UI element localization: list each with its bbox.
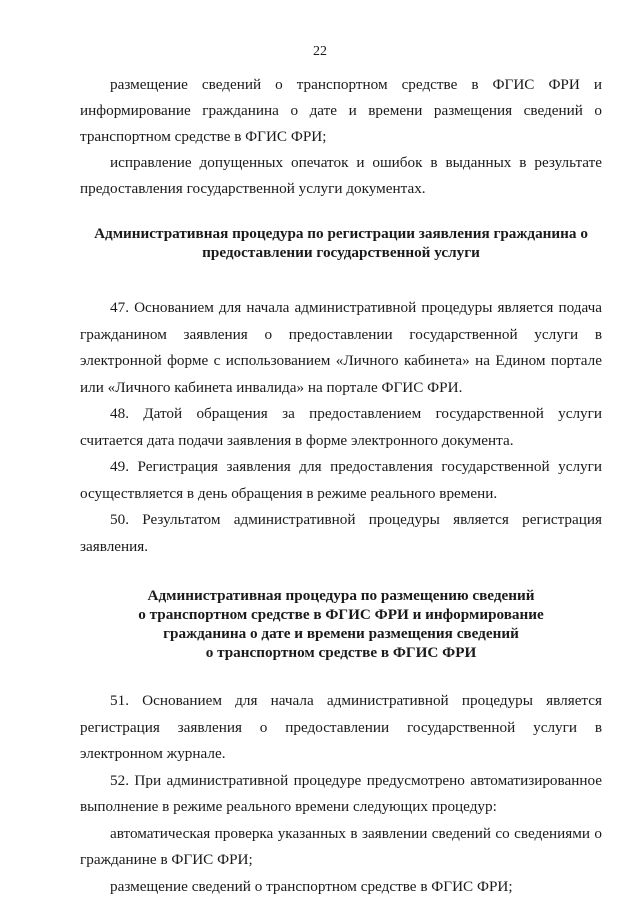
heading-line: Административная процедура по размещению сведений: [147, 587, 535, 604]
paragraph: исправление допущенных опечаток и ошибок в выданных в результате предоставления государственной услуги документах.: [80, 154, 602, 197]
page-number: 22: [313, 44, 327, 59]
paragraph: 47. Основанием для начала административной процедуры является подача гражданином заявления о предоставлении государственной услуги в электронной форме с использованием «Личного кабинета» на Едином портале или «Личного кабинета инвалида» на портале ФГИС ФРИ.: [80, 299, 602, 396]
document-body: [80, 72, 602, 900]
section-heading: [80, 586, 602, 662]
paragraph: автоматическая проверка указанных в заявлении сведений со сведениями о гражданине в ФГИС ФРИ;: [80, 824, 602, 868]
section-heading: [80, 224, 602, 262]
heading-line: предоставлении государственной услуги: [202, 244, 480, 261]
heading-line: Административная процедура по регистрации заявления гражданина о: [94, 225, 588, 242]
paragraph: 52. При административной процедуре предусмотрено автоматизированное выполнение в режиме реального времени следующих процедур:: [80, 771, 602, 815]
paragraph: размещение сведений о транспортном средстве в ФГИС ФРИ и информирование гражданина о дате и времени размещения сведений о транспортном средстве в ФГИС ФРИ;: [80, 76, 602, 145]
paragraph: 50. Результатом административной процедуры является регистрация заявления.: [80, 511, 602, 555]
paragraph: размещение сведений о транспортном средстве в ФГИС ФРИ;: [110, 877, 513, 895]
heading-line: о транспортном средстве в ФГИС ФРИ и информирование: [138, 606, 544, 623]
heading-line: о транспортном средстве в ФГИС ФРИ: [205, 644, 477, 661]
paragraph: 51. Основанием для начала административной процедуры является регистрация заявления о предоставлении государственной услуги в электронном журнале.: [80, 692, 602, 762]
paragraph: 49. Регистрация заявления для предоставления государственной услуги осуществляется в день обращения в режиме реального времени.: [80, 458, 602, 502]
heading-line: гражданина о дате и времени размещения сведений: [163, 625, 519, 642]
paragraph: 48. Датой обращения за предоставлением государственной услуги считается дата подачи заявления в форме электронного документа.: [80, 405, 602, 449]
